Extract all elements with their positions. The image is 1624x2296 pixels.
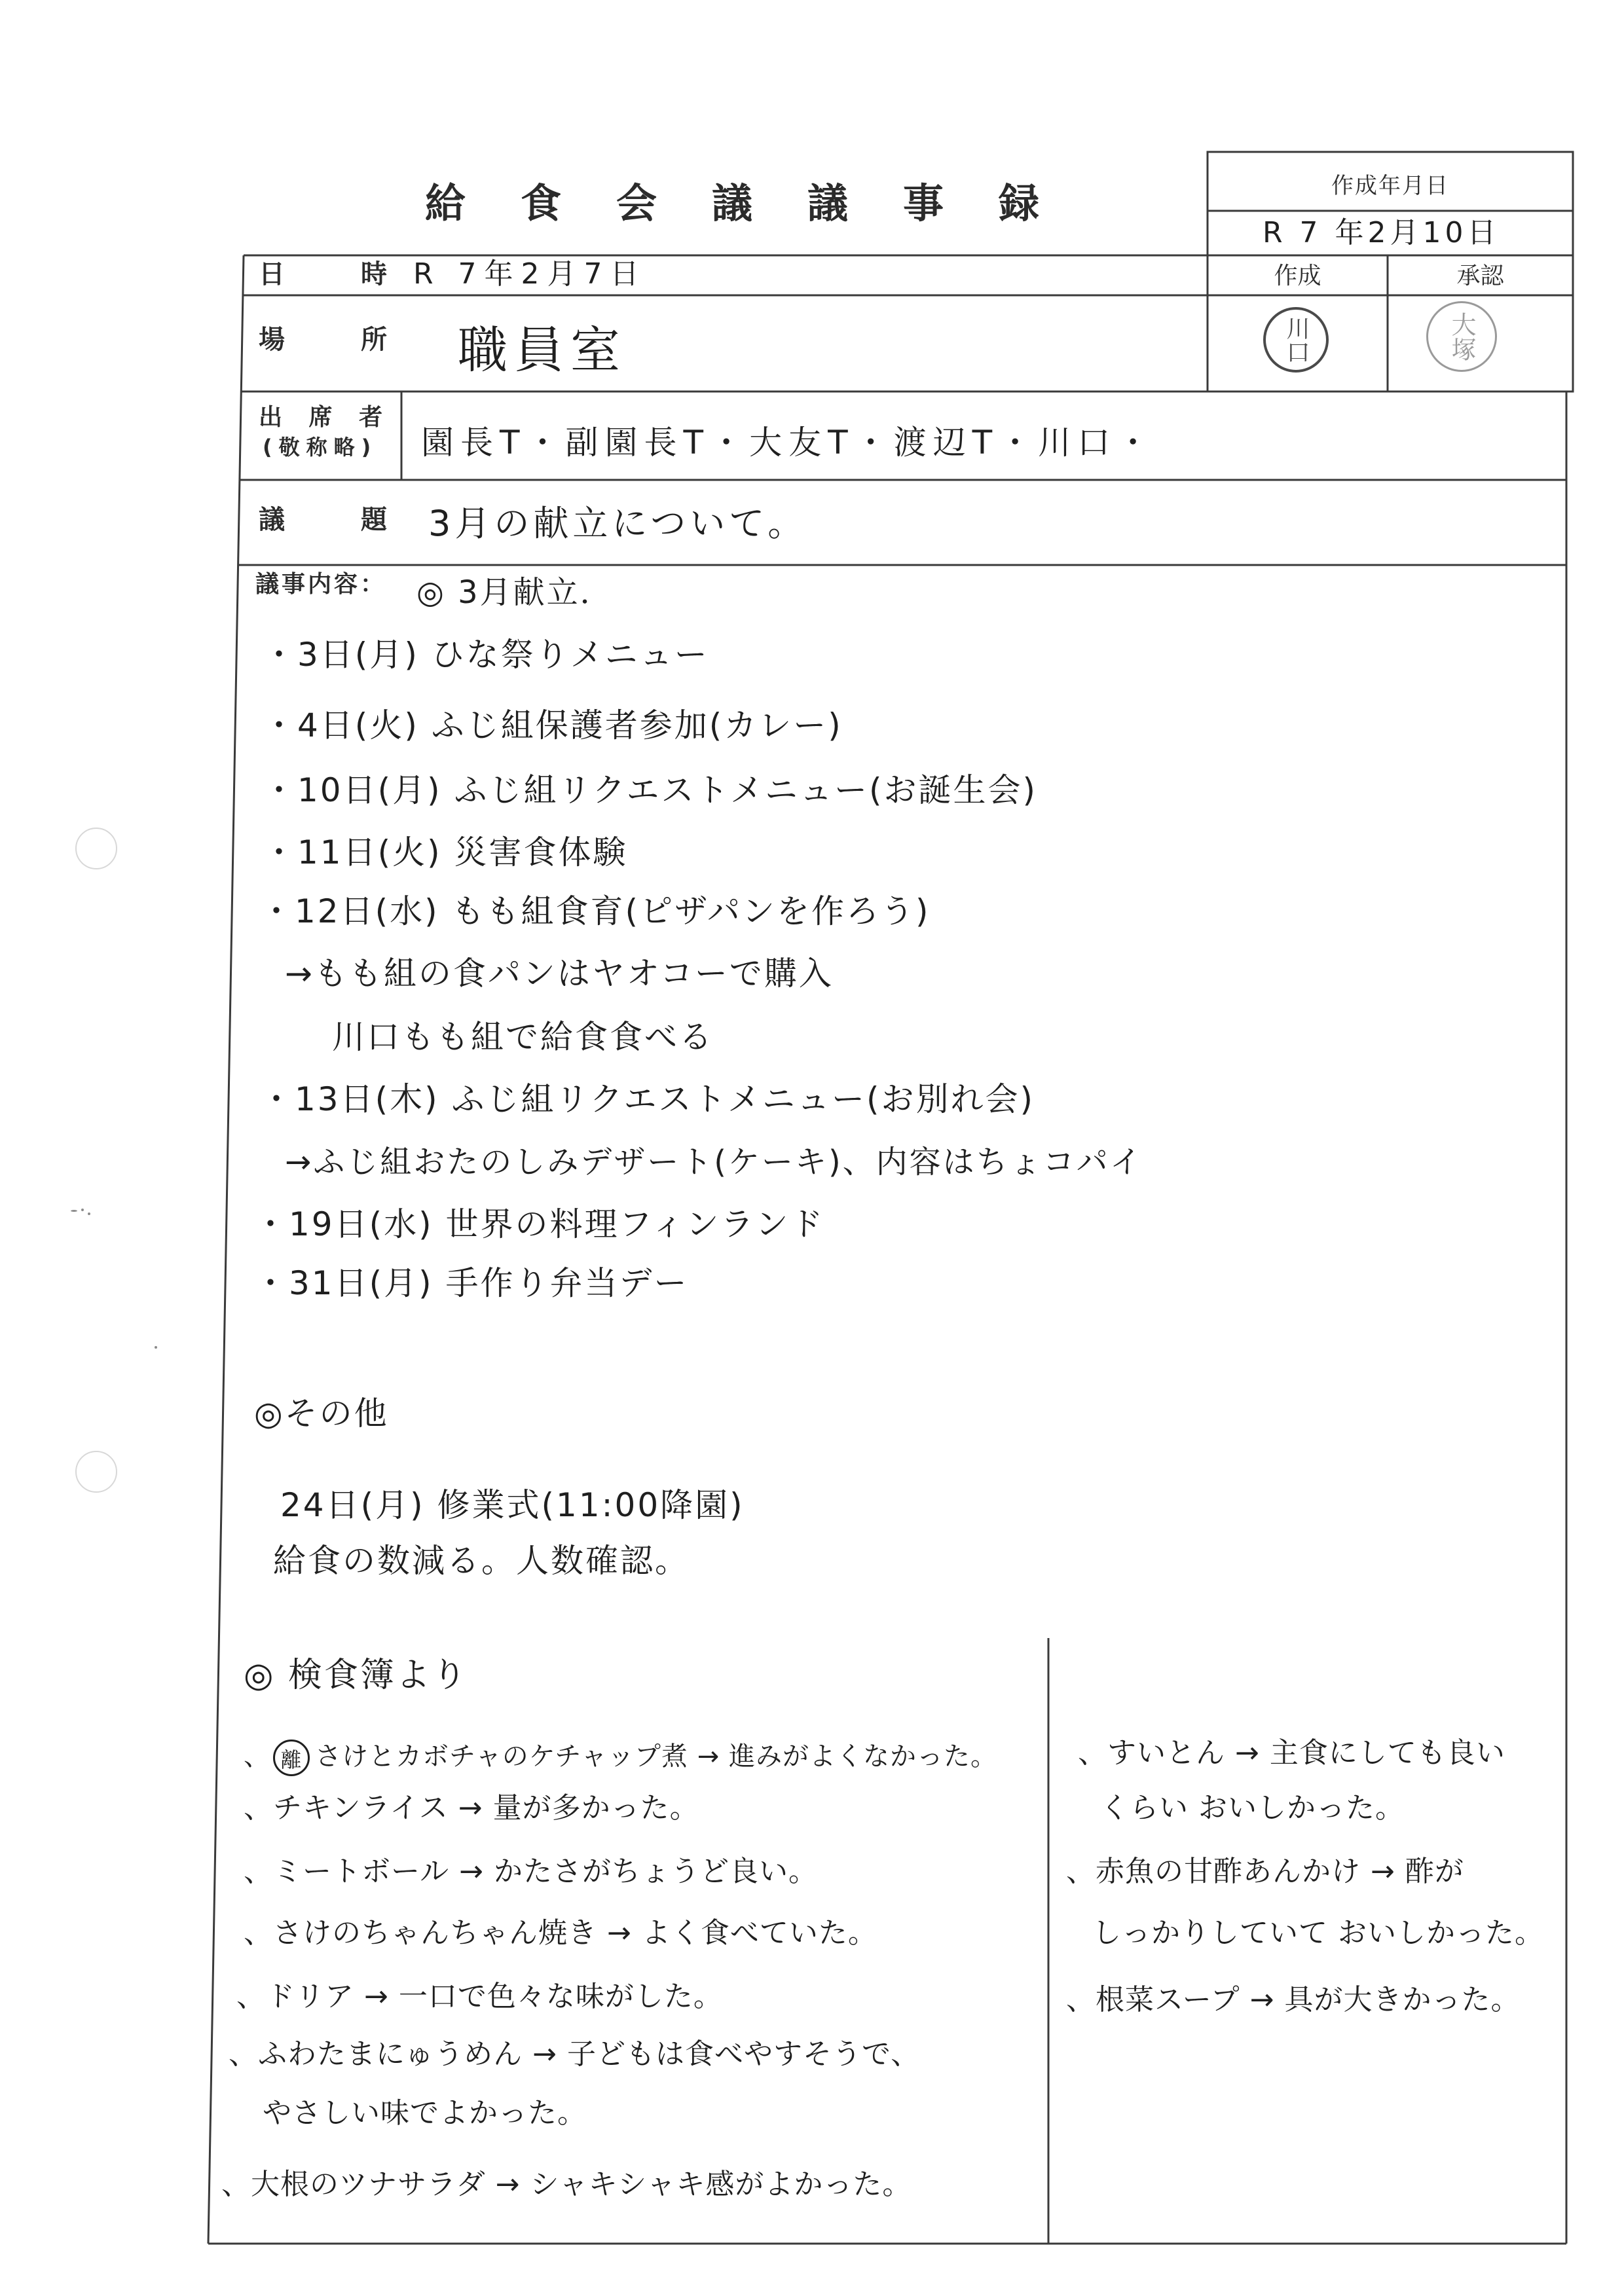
topic-value: 3月の献立について。 bbox=[428, 503, 807, 544]
list-item-continuation: くらい おいしかった。 bbox=[1100, 1791, 1405, 1825]
table-left-border bbox=[208, 255, 244, 2244]
date-label: 日 時 bbox=[259, 259, 395, 289]
list-item: 24日(月) 修業式(11:00降園) bbox=[280, 1486, 745, 1524]
list-item: 、すいとん → 主食にしても良い bbox=[1078, 1736, 1505, 1770]
approval-label: 承認 bbox=[1456, 263, 1504, 289]
list-bullet: 、 bbox=[244, 1741, 270, 1772]
list-item: 、根菜スープ → 具が大きかった。 bbox=[1066, 1983, 1521, 2016]
list-item: 、大根のツナサラダ → シャキシャキ感がよかった。 bbox=[221, 2168, 912, 2201]
list-item: 、チキンライス → 量が多かった。 bbox=[244, 1791, 699, 1825]
approval-seal-text: 大塚 bbox=[1447, 312, 1476, 361]
list-item-note: 川口もも組で給食食べる bbox=[332, 1018, 714, 1056]
list-item: ・3日(月) ひな祭りメニュー bbox=[263, 636, 709, 674]
inspection-item-text: さけとカボチャのケチャップ煮 → 進みがよくなかった。 bbox=[315, 1741, 997, 1772]
list-item: 、ドリア → 一口で色々な味がした。 bbox=[236, 1980, 723, 2013]
place-label: 場 所 bbox=[259, 325, 395, 355]
attendees-note: (敬称略) bbox=[263, 435, 378, 460]
author-seal-stamp bbox=[1263, 307, 1329, 373]
list-item: 、ふわたまにゅうめん → 子どもは食べやすそうで、 bbox=[229, 2037, 921, 2071]
attendees-label: 出 席 者 bbox=[259, 404, 392, 431]
list-item: ・12日(水) もも組食育(ピザパンを作ろう) bbox=[260, 892, 931, 930]
list-item: ・10日(月) ふじ組リクエストメニュー(お誕生会) bbox=[263, 771, 1038, 809]
list-item-note: →もも組の食パンはヤオコーで購入 bbox=[285, 955, 834, 993]
list-item: ・11日(火) 災害食体験 bbox=[263, 833, 628, 871]
meeting-place-value: 職員室 bbox=[458, 321, 627, 379]
creation-date-label: 作成年月日 bbox=[1331, 173, 1449, 199]
author-label: 作成 bbox=[1274, 263, 1321, 289]
inspection-item-first bbox=[244, 1740, 997, 1776]
menu-heading: ◎ 3月献立． bbox=[416, 574, 614, 611]
list-item: ・19日(水) 世界の料理フィンランド bbox=[254, 1205, 825, 1243]
list-item-note: →ふじ組おたのしみデザート(ケーキ)、内容はちょコパイ bbox=[285, 1144, 1143, 1180]
list-item: ・4日(火) ふじ組保護者参加(カレー) bbox=[263, 706, 843, 744]
list-item: 、ミートボール → かたさがちょうど良い。 bbox=[244, 1855, 818, 1888]
other-heading: ◎その他 bbox=[254, 1394, 389, 1432]
list-item: 、さけのちゃんちゃん焼き → よく食べていた。 bbox=[244, 1916, 877, 1950]
document-title: 給食会議議事録 bbox=[425, 179, 1095, 227]
attendees-value: 園長T・副園長T・大友T・渡辺T・川口・ bbox=[421, 424, 1156, 462]
topic-label: 議 題 bbox=[259, 505, 395, 535]
minutes-label: 議事内容： bbox=[255, 571, 387, 598]
list-item: ・13日(木) ふじ組リクエストメニュー(お別れ会) bbox=[260, 1080, 1035, 1118]
circled-mark: 離 bbox=[273, 1740, 310, 1776]
meeting-date-value: R 7年2月7日 bbox=[413, 257, 647, 291]
list-item: 給食の数減る。人数確認。 bbox=[273, 1542, 690, 1580]
author-seal-text: 川口 bbox=[1283, 316, 1310, 363]
list-item: 、赤魚の甘酢あんかけ → 酢が bbox=[1066, 1855, 1464, 1888]
list-item-continuation: やさしい味でよかった。 bbox=[263, 2096, 587, 2130]
list-item: ・31日(月) 手作り弁当デー bbox=[254, 1264, 689, 1302]
inspection-heading: ◎ 検食簿より bbox=[244, 1656, 468, 1695]
creation-date-value: R 7 年2月10日 bbox=[1263, 216, 1500, 249]
approval-seal-stamp bbox=[1426, 301, 1497, 372]
list-item-continuation: しっかりしていて おいしかった。 bbox=[1092, 1916, 1544, 1950]
